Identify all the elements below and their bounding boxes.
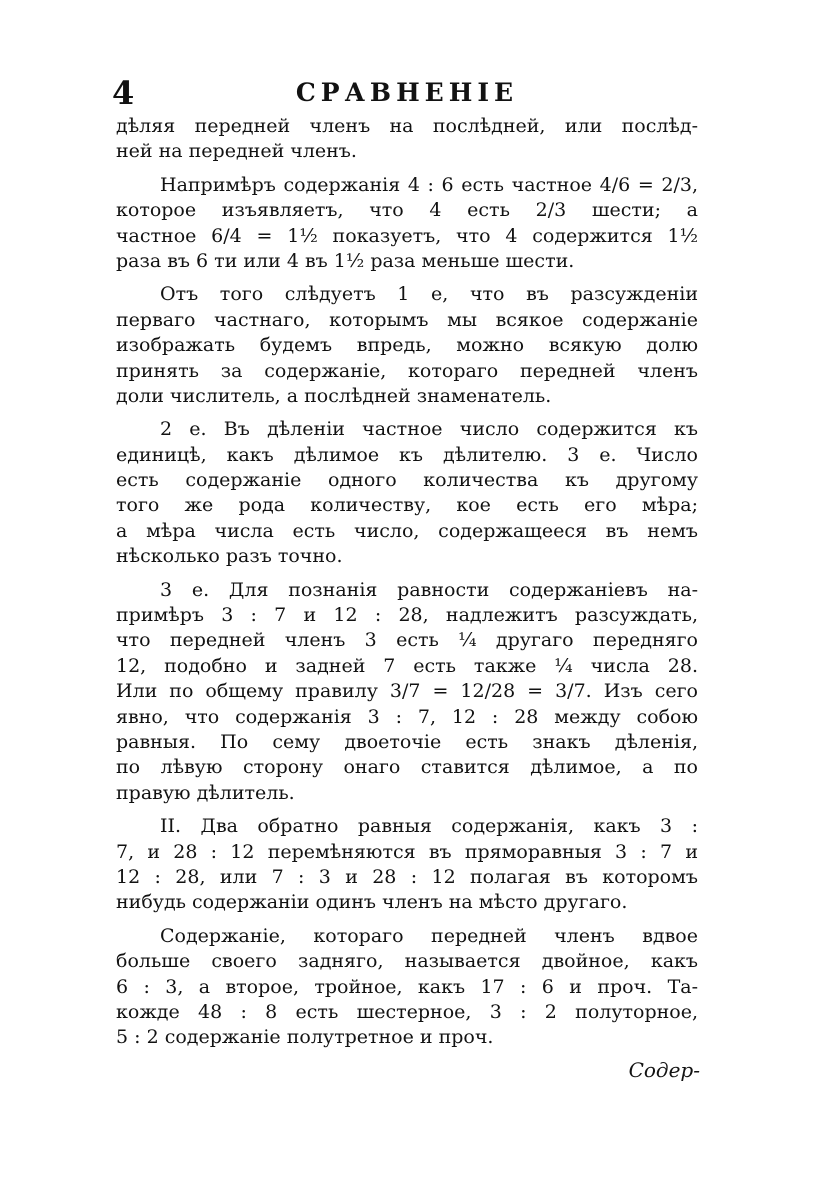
text-line: больше своего задняго, называется двойное, какъ [116,950,698,973]
text-line: которое изъявляетъ, что 4 есть 2/3 шести; а [116,199,698,222]
paragraph-gap [116,570,698,578]
text-line: доли числитель, а послѣдней знаменатель. [116,384,552,407]
text-line: раза въ 6 ти или 4 въ 1½ раза меньше шести. [116,249,575,272]
text-line: II. Два обратно равныя содержанiя, какъ 3 : [160,815,698,838]
text-line: явно, что содержанiя 3 : 7, 12 : 28 между собою [116,705,698,728]
running-head: СРАВНЕНIЕ [295,78,519,107]
text-line: 12 : 28, или 7 : 3 и 28 : 12 полагая въ которомъ [116,865,698,888]
text-line: Отъ того слѣдуетъ 1 е, что въ разсужденiи [160,283,698,306]
text-line: 12, подобно и задней 7 есть также ¼ числа 28. [116,654,698,677]
text-line: равныя. По сему двоеточiе есть знакъ дѣленiя, [116,730,698,753]
text-line: того же рода количеству, кое есть его мѣра; [116,494,698,517]
paragraph-gap [116,916,698,924]
text-line: Напримѣръ содержанiя 4 : 6 есть частное 4/6 = 2/3, [160,173,698,196]
text-line: а мѣра числа есть число, содержащееся въ немъ [116,519,698,542]
page-number: 4 [112,74,135,112]
paragraph-gap [116,409,698,417]
text-line: 2 е. Въ дѣленiи частное число содержится къ [160,418,698,441]
text-line: Или по общему правилу 3/7 = 12/28 = 3/7. Изъ сего [116,680,698,703]
catchword: Содер- [628,1058,700,1082]
paragraph [116,282,698,409]
text-line: единицѣ, какъ дѣлимое къ дѣлителю. 3 е. Число [116,443,698,466]
page-header [112,74,702,114]
paragraph [116,173,698,275]
text-line: есть содержанiе одного количества къ другому [116,469,698,492]
text-line: перваго частнаго, которымъ мы всякое содержанiе [116,308,698,331]
text-line: нибудь содержанiи одинъ членъ на мѣсто другаго. [116,891,628,914]
text-line: принять за содержанiе, котораго передней членъ [116,359,698,382]
body-text [116,114,698,1051]
text-line: правую дѣлитель. [116,781,295,804]
text-line: частное 6/4 = 1½ показуетъ, что 4 содержится 1½ [116,224,698,247]
paragraph [116,924,698,1051]
paragraph [116,578,698,807]
paragraph [116,114,698,165]
text-line: ней на передней членъ. [116,140,357,163]
text-line: кожде 48 : 8 есть шестерное, 3 : 2 полуторное, [116,1000,698,1023]
text-line: 5 : 2 содержанiе полутретное и проч. [116,1026,494,1049]
paragraph-gap [116,274,698,282]
paragraph-gap [116,165,698,173]
text-line: дѣляя передней членъ на послѣдней, или послѣд- [116,115,698,137]
paragraph-gap [116,806,698,814]
text-line: 7, и 28 : 12 перемѣняются въ пряморавныя 3 : 7 и [116,840,698,863]
text-line: Содержанiе, котораго передней членъ вдвое [160,924,698,947]
text-line: 3 е. Для познанiя равности содержанiевъ на- [160,578,698,601]
text-line: примѣръ 3 : 7 и 12 : 28, надлежитъ разсуждать, [116,604,698,627]
text-line: изображать будемъ впредь, можно всякую долю [116,334,698,357]
paragraph [116,417,698,569]
text-line: по лѣвую сторону онаго ставится дѣлимое, а по [116,756,698,779]
text-line: что передней членъ 3 есть ¼ другаго передняго [116,629,698,652]
paragraph [116,814,698,916]
text-line: нѣсколько разъ точно. [116,545,343,568]
text-line: 6 : 3, а второе, тройное, какъ 17 : 6 и проч. Та- [116,975,698,998]
